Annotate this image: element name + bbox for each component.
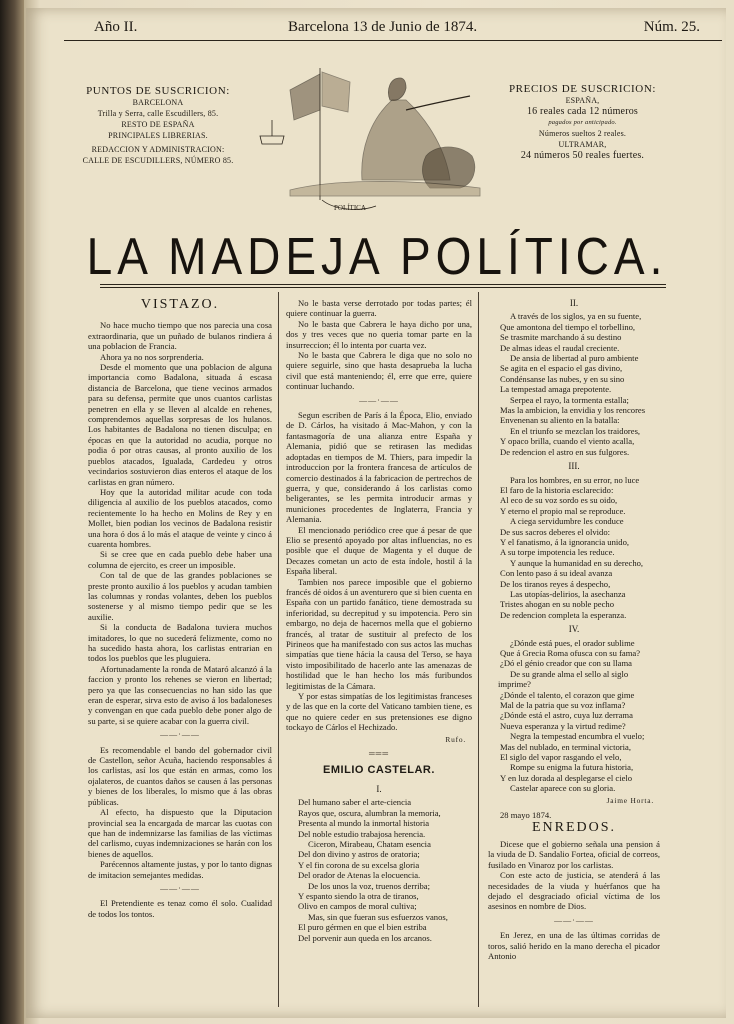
ship-icon (260, 136, 284, 144)
allegory-vignette (250, 60, 500, 218)
verse-line: A su torpe impotencia les reduce. (500, 547, 615, 558)
paragraph: El mencionado periódico cree que á pesar de que Elio se presentó apoyado por altas influencias, no es posible que el duque de Magenta y el duque de Decazes cometan un acto de esta índole, hostil á la España liberal. (286, 524, 472, 577)
verse-line: El siglo del vapor rasgando el velo, (500, 752, 622, 763)
paragraph: En Jerez, en una de las últimas corridas de toros, salió herido en la mano derecha el picador Antonio (488, 930, 660, 961)
paragraph: No le basta que Cabrera le diga que no solo no quiere seguirle, sino que hasta desapruebа la lucha civil que está manteniendo; él, erre que erre, quiere continuar luchando. (286, 350, 472, 392)
paragraph: No le basta verse derrotado por todas partes; él quiere continuar la guerra. (286, 298, 472, 319)
signature-rufo: Rufo. (445, 734, 466, 744)
stanza-number: II. (569, 298, 579, 308)
verse-line: En el triunfo se mezclan los traidores, (510, 425, 641, 436)
verse-line: Del noble estudio trabajosa herencia. (298, 828, 426, 839)
verse-line: Y el fin corona de su excelsa gloria (298, 859, 420, 870)
book-binding (0, 0, 24, 1024)
verse-line: Condénsanse las nubes, y en su sino (500, 373, 625, 384)
column-3 (488, 298, 660, 961)
verse-line: Mas del nublado, en terminal victoria, (500, 741, 632, 752)
paragraph: Segun escriben de París á la Época, Elio, enviado de D. Cárlos, ha visitado á Mac-Mahon, y con la fantasmagoría de una alianza entre España y Alemania, pidió que se retirasen las medidas adoptadas en tiempos de M. Thiers, para impedir la introduccion por la frontera francesa de artículos de comercio destinados á la fabricacion de pertrechos de guerra, y que, considerando á los carlistas como beligerantes, se les permita introducir armas y municiones procedentes de Inglaterra, Francia y Alemania. (286, 410, 472, 525)
paragraph: Es recomendable el bando del gobernador civil de Castellon, señor Acuña, haciendo responsables á los carlistas, así los que están en armas, como los ojalateros, de cuantos daños se causen á las personas y bienes de los liberales, lo mismo que á las obras públicas. (88, 744, 272, 807)
verse-line: Con lento paso á su ideal avanza (500, 568, 613, 579)
paragraph: No hace mucho tiempo que nos parecia una cosa extraordinaria, que un puñado de bulanos rindiera á una poblacion de Francia. (88, 320, 272, 352)
subscription-rest: RESTO DE ESPAÑA (121, 120, 195, 129)
separator: ——·—— (160, 730, 200, 740)
subscription-points (78, 86, 238, 166)
paragraph: Con este acto de justicia, se atenderá á las necesidades de la viuda y huérfanos que ha dejado el desgraciado oficial víctima de los asesinos en nombre de Dios. (488, 870, 660, 912)
verse-line: Y eterno el propio mal se reproduce. (500, 505, 626, 516)
masthead-rule (100, 284, 666, 285)
verse-line: Se trasmite marchando á su destino (500, 332, 622, 343)
paragraph: El Pretendiente es tenaz como él solo. Cualidad de todos los tontos. (88, 898, 272, 919)
verse-line: De almas ideas el raudal creciente. (500, 342, 620, 353)
verse-line: ¿Dónde está el astro, cuya luz derrama (500, 710, 633, 721)
paragraph: No le basta que Cabrera le haya dicho por una, dos y tres veces que no queria tomar parte en la insurreccion; él lo intenta por cuarta vez. (286, 318, 472, 350)
subscription-city: BARCELONA (132, 98, 184, 107)
verse-line: A través de los siglos, ya en su fuente, (510, 311, 642, 322)
verse-line: Olivo en campos de moral cultiva; (298, 901, 417, 912)
paragraph: Si se cree que en cada pueblo debe haber una columna de ejercito, es creer un imposible. (88, 549, 272, 570)
paragraph: Parécennos altamente justas, y por lo tanto dignas de imitacion semejantes medidas. (88, 859, 272, 880)
verse-line: Y en luz dorada al desplegarse el cielo (500, 772, 633, 783)
subscription-address: Trilla y Serra, calle Escudillers, 85. (97, 109, 219, 118)
price-region-spain: ESPAÑA, (565, 96, 600, 105)
verse-line: Y espanto siendo la otra de tiranos, (298, 890, 419, 901)
paragraph: Desde el momento que una poblacion de alguna importancia como Badalona, situada á escasa distancia de Barcelona, que tiene vecinos armados para su defensa, permite que unos cuantos carlistas penetren en ella y se lleven al alcalde en rehenes, comprendemos aquellas sorpresas de los hulanos. Los habitantes de Badalona no tienen disculpa; en épocas en que la autoridad no acudia, porque no podia ó por otras causas, al pronto auxilio de los pueblos atacados, Igualada, Cardedeu y otros vecindarios sostuvieron dias enteros el ataque de los carlistas en gran número. (88, 362, 272, 487)
verse-line: Negra la tempestad encumbra el vuelo; (510, 731, 645, 742)
verse-line: Y el fanatismo, á la ignorancia unido, (500, 536, 630, 547)
paragraph: Y por estas simpatías de los legitimistas franceses y de las que en la corte del Vaticano tambien tiene, es que no quiere ceder en sus pretensiones ese digno tockayo de Cárlos el Hechizado. (286, 691, 472, 733)
verse-line: De sus sacros deberes el olvido: (500, 526, 611, 537)
paragraph: Dicese que el gobierno señala una pension á la viuda de D. Sandalio Fortea, oficial de correos, fusilado en Vinaroz por los carlistas. (488, 838, 660, 870)
verse-line: Del orador de Atenas la elocuencia. (298, 870, 421, 881)
verse-line: Castelar aparece con su gloria. (510, 783, 616, 794)
masthead-title: LA MADEJA POLÍTICA. (86, 227, 668, 286)
verse-line: ¿Dónde está pues, el orador sublime (510, 637, 635, 648)
verse-line: Envenenan su aliento en la batalla: (500, 415, 620, 426)
price-note: pagados por anticipado. (548, 119, 617, 126)
verse-line: De los tiranos reyes á despecho, (500, 578, 611, 589)
verse-line: El puro gérmen en que el bien estriba (298, 922, 427, 933)
verse-line: Del porvenir aun queda en los arcanos. (298, 932, 432, 943)
paragraph: Con tal de que de las grandes poblaciones se preste pronto auxilio á los pueblos y acudan tambien las columnas y rondas volantes, deben los pueblos sostenerse y al mismo tiempo pedir que se les auxilie. (88, 570, 272, 622)
verse-line: ¿Dónde el talento, el corazon que gime (500, 689, 635, 700)
stanza-number: I. (376, 783, 382, 794)
section-title-castelar: EMILIO CASTELAR. (323, 764, 435, 777)
subscription-bookstores: PRINCIPALES LIBRERIAS. (108, 131, 208, 140)
section-title-enredos: ENREDOS. (531, 819, 617, 835)
flag-icon (322, 72, 350, 112)
verse-line: Rompe su enigma la futura historia, (510, 762, 634, 773)
verse-line: Rayos que, oscura, alumbran la memoria, (298, 807, 441, 818)
verse-line: De redencion el astro en sus fulgores. (500, 446, 630, 457)
price-region-overseas: ULTRAMAR, (558, 140, 607, 149)
verse-line: Al eco de su voz sordo es su oido, (500, 495, 618, 506)
redaction-title: REDACCION Y ADMINISTRACION: (91, 145, 225, 154)
masthead-rule-thin (100, 287, 666, 288)
column-rule (278, 292, 279, 1007)
issue-date: Barcelona 13 de Junio de 1874. (288, 19, 478, 35)
verse-line: El faro de la historia esclarecido: (500, 484, 614, 495)
subscription-prices (500, 84, 665, 161)
paragraph: Afortunadamente la ronda de Mataró alcanzó á la faccion y pronto los rehenes se vieron en libertad; pero ya que las consecuencias no han sido las que eran de esperar, sirva esto de aviso á los badaloneses y convengan en que cada pueblo debe poner algo de su parte, si se quiere acabar con la guerra civil. (88, 663, 272, 726)
stanza-number: IV. (568, 624, 580, 635)
verse-line: Del don divino y astros de oratoria; (298, 849, 420, 860)
verse-line: Y aunque la humanidad en su derecho, (510, 557, 644, 568)
top-header-bar (64, 14, 722, 41)
redaction-address: CALLE DE ESCUDILLERS, NÚMERO 85. (82, 156, 234, 165)
subscription-points-title: PUNTOS DE SUSCRICION: (86, 85, 230, 97)
separator: ═══ (368, 749, 389, 759)
verse-line: Mas la ambicion, la envidia y los rencores (500, 405, 646, 416)
verse-line: Y opaco brilla, cuando el viento acalla, (500, 436, 635, 447)
poem-date: 28 mayo 1874. (500, 810, 552, 821)
paragraph: Hoy que la autoridad militar acude con toda diligencia al auxilio de los pueblos atacados, como recientemente lo ha hecho en Molins de Rey y en Mollet, bien podian los vecinos de Badalona resistir una hora ó dos á lo más el ataque de veinte y cinco á cuarenta hombres. (88, 486, 272, 549)
verse-line: De su grande alma el sello al siglo imprime? (498, 668, 629, 690)
paragraph: Al efecto, ha dispuesto que la Diputacion provincial sea la encargada de marcar las cuotas con que han de indemnizarse las familias de las víctimas del carlismo, cuyas indemnizaciones se harán con los bienes de aquellos. (88, 807, 272, 859)
verse-line: Presenta al mundo la inmortal historia (298, 818, 430, 829)
verse-line: De redencion completa la esperanza. (500, 609, 627, 620)
separator: ——·—— (160, 883, 200, 893)
verse-line: De los unos la voz, truenos derriba; (308, 880, 430, 891)
verse-line: Del humano saber el arte-ciencia (298, 797, 412, 808)
issue-number: Núm. 25. (643, 19, 700, 35)
verse-line: ¿Dó el génio creador que con su llama (500, 658, 632, 669)
verse-line: Ciceron, Mirabeau, Chatam esencia (308, 838, 431, 849)
price-single: Números sueltos 2 reales. (538, 129, 627, 138)
paragraph: Ahora ya no nos sorprenderia. (100, 351, 204, 362)
verse-line: Serpea el rayo, la tormenta estalla; (510, 394, 629, 405)
separator: ——·—— (554, 915, 594, 925)
verse-line: Las utopías-delirios, la asechanza (510, 588, 626, 599)
separator: ——·—— (359, 395, 399, 405)
price-spain: 16 reales cada 12 números (526, 106, 639, 117)
verse-line: Mas, sin que fueran sus esfuerzos vanos, (308, 911, 448, 922)
column-2 (286, 298, 472, 943)
signature-horta: Jaime Horta. (606, 795, 654, 805)
paragraph: Si la conducta de Badalona tuviera muchos imitadores, lo que no sucederá felizmente, como no ha sucedido hasta ahora, los carlistas entrarian en todos los pueblos que les pluguiera. (88, 622, 272, 664)
verse-line: La tempestad amaga prepotente. (500, 384, 612, 395)
verse-line: Se agita en el espacio el gas divino, (500, 363, 623, 374)
lion-icon (423, 147, 475, 188)
verse-line: Tristes ahogan en su noble pecho (500, 599, 615, 610)
column-1 (88, 298, 272, 919)
verse-line: Nueva esperanza y la virtud redime? (500, 720, 626, 731)
verse-line: A ciega servidumbre les conduce (510, 516, 624, 527)
flag-icon (290, 74, 320, 120)
subscription-prices-title: PRECIOS DE SUSCRICION: (508, 83, 657, 95)
figure-head-icon (388, 78, 406, 101)
paragraph: Tambien nos parece imposible que el gobierno francés dé oidos á un aventurero que si bien cuenta en España con un partido fanático, tiene demostrada su inferioridad, su decrepitud y su impotencia. Pero sin embargo, no deja de hacernos mella que el gobierno francés, al tratar de sustituir al prefecto de los Pirineos que ha manifestado con sus actos las muchas simpatías que tiene hácia la causa del Terso, se haya visto imposibilitado de hacerlo ante las amenazas de hostilidad que le han hecho los más furibundos legitimistas de la Cámara. (286, 576, 472, 691)
price-overseas: 24 números 50 reales fuertes. (520, 150, 645, 161)
stanza-number: III. (568, 461, 580, 472)
vignette-label: POLÍTICA (334, 204, 366, 212)
issue-year: Año II. (94, 19, 138, 35)
verse-line: Que á Grecia Roma ofusca con su fama? (500, 648, 641, 658)
verse-line: Que amontona del tiempo el torbellino, (500, 321, 636, 332)
section-title-vistazo: VISTAZO. (140, 297, 220, 312)
verse-line: Mal de la patria que su voz inflama? (500, 700, 626, 711)
verse-line: De ansia de libertad al puro ambiente (510, 353, 639, 364)
verse-line: Para los hombres, en su error, no luce (510, 474, 640, 485)
column-rule (478, 292, 479, 1007)
